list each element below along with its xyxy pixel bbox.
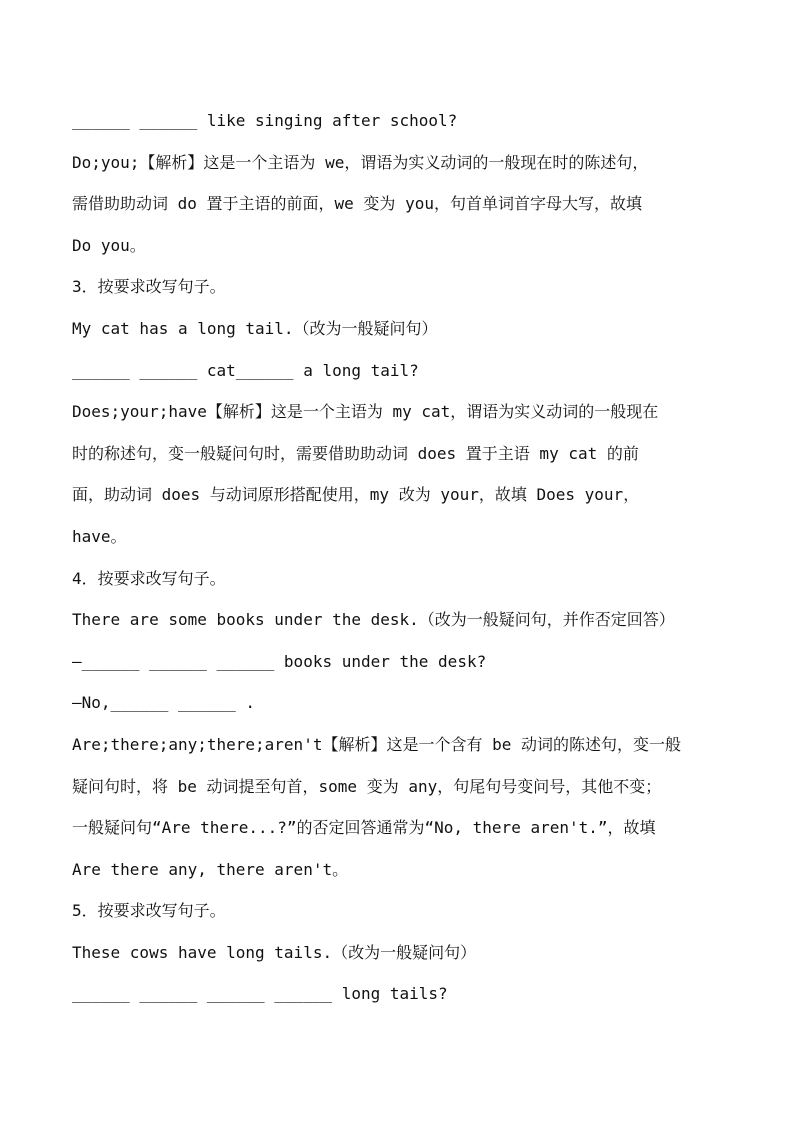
q4-explanation-line-4: Are there any, there aren't。 (72, 859, 349, 879)
document-body (72, 100, 742, 1015)
q4-explanation-line-1: Are;there;any;there;aren't【解析】这是一个含有 be 动词的陈述句，变一般 (72, 734, 681, 754)
q3-answer-blank-line: ______ ______ cat______ a long tail? (72, 360, 419, 380)
q3-heading: 3．按要求改写句子。 (72, 277, 226, 297)
q4-explanation-line-3: 一般疑问句“Are there...?”的否定回答通常为“No, there aren't.”，故填 (72, 818, 656, 838)
q2-explanation-line-2: 需借助助动词 do 置于主语的前面，we 变为 you，句首单词首字母大写，故填 (72, 194, 642, 214)
q2-answer-blank-line: ______ ______ like singing after school? (72, 111, 458, 130)
q4-heading: 4．按要求改写句子。 (72, 568, 226, 588)
q4-answer-blank-line: —No,______ ______ . (72, 693, 256, 713)
q5-answer-blank-line: ______ ______ ______ ______ long tails? (72, 984, 448, 1004)
q5-heading: 5．按要求改写句子。 (72, 901, 226, 921)
q3-explanation-line-1: Does;your;have【解析】这是一个主语为 my cat，谓语为实义动词的一般现在 (72, 402, 659, 422)
q5-sentence: These cows have long tails.（改为一般疑问句） (72, 942, 477, 962)
q2-explanation-line-3: Do you。 (72, 235, 146, 255)
q3-explanation-line-2: 时的称述句，变一般疑问句时，需要借助助动词 does 置于主语 my cat 的前 (72, 443, 639, 463)
q3-explanation-line-4: have。 (72, 526, 127, 546)
q2-explanation-line-1: Do;you;【解析】这是一个主语为 we，谓语为实义动词的一般现在时的陈述句， (72, 152, 649, 172)
q4-sentence: There are some books under the desk.（改为一般疑问句，并作否定回答） (72, 610, 675, 630)
q3-sentence: My cat has a long tail.（改为一般疑问句） (72, 318, 438, 338)
q4-question-blank-line: —______ ______ ______ books under the desk? (72, 651, 487, 671)
q4-explanation-line-2: 疑问句时，将 be 动词提至句首，some 变为 any，句尾句号变问号，其他不变； (72, 776, 662, 796)
q3-explanation-line-3: 面，助动词 does 与动词原形搭配使用，my 改为 your，故填 Does your， (72, 485, 640, 505)
